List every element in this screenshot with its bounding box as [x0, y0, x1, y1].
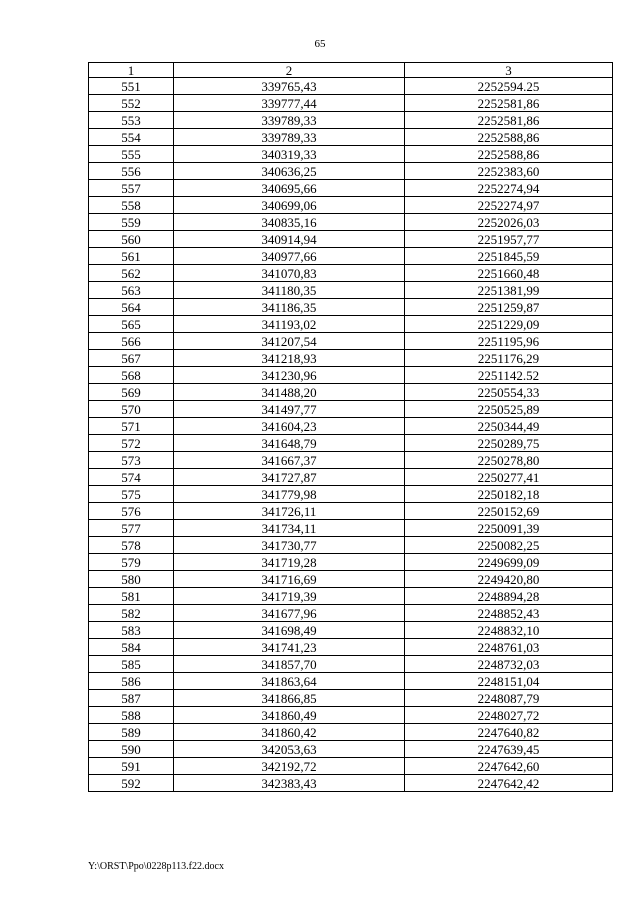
y-coordinate-cell: 2250344,49	[405, 418, 613, 435]
x-coordinate-cell: 341860,42	[174, 724, 405, 741]
table-row	[89, 180, 613, 197]
y-coordinate-cell: 2247640,82	[405, 724, 613, 741]
table-row	[89, 248, 613, 265]
y-coordinate-cell: 2250277,41	[405, 469, 613, 486]
point-number-cell: 574	[89, 469, 174, 486]
x-coordinate-cell: 341488,20	[174, 384, 405, 401]
table-row	[89, 724, 613, 741]
y-coordinate-cell: 2249699,09	[405, 554, 613, 571]
y-coordinate-cell: 2248761,03	[405, 639, 613, 656]
table-row	[89, 197, 613, 214]
table-row	[89, 78, 613, 95]
point-number-cell: 577	[89, 520, 174, 537]
table-row	[89, 282, 613, 299]
x-coordinate-cell: 341716,69	[174, 571, 405, 588]
y-coordinate-cell: 2250182,18	[405, 486, 613, 503]
point-number-cell: 554	[89, 129, 174, 146]
x-coordinate-cell: 341648,79	[174, 435, 405, 452]
x-coordinate-cell: 341667,37	[174, 452, 405, 469]
x-coordinate-cell: 341863,64	[174, 673, 405, 690]
y-coordinate-cell: 2248027,72	[405, 707, 613, 724]
point-number-cell: 572	[89, 435, 174, 452]
point-number-cell: 583	[89, 622, 174, 639]
y-coordinate-cell: 2248852,43	[405, 605, 613, 622]
point-number-cell: 556	[89, 163, 174, 180]
point-number-cell: 557	[89, 180, 174, 197]
table-row	[89, 486, 613, 503]
y-coordinate-cell: 2251957,77	[405, 231, 613, 248]
column-header-2: 2	[174, 63, 405, 78]
point-number-cell: 570	[89, 401, 174, 418]
point-number-cell: 580	[89, 571, 174, 588]
column-header-3: 3	[405, 63, 613, 78]
x-coordinate-cell: 341070,83	[174, 265, 405, 282]
point-number-cell: 586	[89, 673, 174, 690]
y-coordinate-cell: 2247639,45	[405, 741, 613, 758]
point-number-cell: 589	[89, 724, 174, 741]
point-number-cell: 558	[89, 197, 174, 214]
x-coordinate-cell: 341726,11	[174, 503, 405, 520]
y-coordinate-cell: 2250278,80	[405, 452, 613, 469]
table-row	[89, 333, 613, 350]
table-row	[89, 758, 613, 775]
column-header-1: 1	[89, 63, 174, 78]
x-coordinate-cell: 341719,28	[174, 554, 405, 571]
table-row	[89, 656, 613, 673]
page-number: 65	[314, 38, 326, 50]
x-coordinate-cell: 341677,96	[174, 605, 405, 622]
table-row	[89, 350, 613, 367]
y-coordinate-cell: 2252026,03	[405, 214, 613, 231]
x-coordinate-cell: 341207,54	[174, 333, 405, 350]
table-row	[89, 146, 613, 163]
x-coordinate-cell: 340977,66	[174, 248, 405, 265]
y-coordinate-cell: 2248832,10	[405, 622, 613, 639]
table-header	[89, 63, 613, 78]
table-row	[89, 163, 613, 180]
y-coordinate-cell: 2250091,39	[405, 520, 613, 537]
point-number-cell: 553	[89, 112, 174, 129]
x-coordinate-cell: 341779,98	[174, 486, 405, 503]
x-coordinate-cell: 341719,39	[174, 588, 405, 605]
table-row	[89, 452, 613, 469]
y-coordinate-cell: 2251229,09	[405, 316, 613, 333]
table-row	[89, 401, 613, 418]
point-number-cell: 551	[89, 78, 174, 95]
table-row	[89, 384, 613, 401]
y-coordinate-cell: 2252383,60	[405, 163, 613, 180]
x-coordinate-cell: 341604,23	[174, 418, 405, 435]
table-row	[89, 367, 613, 384]
x-coordinate-cell: 342192,72	[174, 758, 405, 775]
point-number-cell: 552	[89, 95, 174, 112]
point-number-cell: 578	[89, 537, 174, 554]
table-row	[89, 690, 613, 707]
point-number-cell: 568	[89, 367, 174, 384]
x-coordinate-cell: 339789,33	[174, 129, 405, 146]
point-number-cell: 590	[89, 741, 174, 758]
table-row	[89, 639, 613, 656]
point-number-cell: 575	[89, 486, 174, 503]
point-number-cell: 566	[89, 333, 174, 350]
table-row	[89, 571, 613, 588]
document-file-path: Y:\ORST\Ppo\0228p113.f22.docx	[88, 861, 224, 872]
x-coordinate-cell: 341218,93	[174, 350, 405, 367]
table-row	[89, 265, 613, 282]
point-number-cell: 591	[89, 758, 174, 775]
x-coordinate-cell: 341860,49	[174, 707, 405, 724]
y-coordinate-cell: 2248151,04	[405, 673, 613, 690]
x-coordinate-cell: 339765,43	[174, 78, 405, 95]
table-row	[89, 129, 613, 146]
y-coordinate-cell: 2251845,59	[405, 248, 613, 265]
y-coordinate-cell: 2251142.52	[405, 367, 613, 384]
point-number-cell: 560	[89, 231, 174, 248]
table-row	[89, 95, 613, 112]
point-number-cell: 581	[89, 588, 174, 605]
y-coordinate-cell: 2250525,89	[405, 401, 613, 418]
y-coordinate-cell: 2247642,42	[405, 775, 613, 792]
x-coordinate-cell: 341727,87	[174, 469, 405, 486]
y-coordinate-cell: 2251259,87	[405, 299, 613, 316]
y-coordinate-cell: 2252588,86	[405, 146, 613, 163]
table-row	[89, 775, 613, 792]
table-row	[89, 554, 613, 571]
y-coordinate-cell: 2252581,86	[405, 112, 613, 129]
y-coordinate-cell: 2249420,80	[405, 571, 613, 588]
y-coordinate-cell: 2248732,03	[405, 656, 613, 673]
point-number-cell: 576	[89, 503, 174, 520]
y-coordinate-cell: 2248894,28	[405, 588, 613, 605]
table-row	[89, 605, 613, 622]
y-coordinate-cell: 2252274,97	[405, 197, 613, 214]
table-row	[89, 231, 613, 248]
y-coordinate-cell: 2248087,79	[405, 690, 613, 707]
x-coordinate-cell: 341230,96	[174, 367, 405, 384]
x-coordinate-cell: 340319,33	[174, 146, 405, 163]
table-row	[89, 418, 613, 435]
x-coordinate-cell: 341857,70	[174, 656, 405, 673]
point-number-cell: 585	[89, 656, 174, 673]
y-coordinate-cell: 2250152,69	[405, 503, 613, 520]
x-coordinate-cell: 341741,23	[174, 639, 405, 656]
y-coordinate-cell: 2251176,29	[405, 350, 613, 367]
table-row	[89, 112, 613, 129]
point-number-cell: 582	[89, 605, 174, 622]
y-coordinate-cell: 2252581,86	[405, 95, 613, 112]
x-coordinate-cell: 341730,77	[174, 537, 405, 554]
y-coordinate-cell: 2247642,60	[405, 758, 613, 775]
x-coordinate-cell: 341734,11	[174, 520, 405, 537]
x-coordinate-cell: 341698,49	[174, 622, 405, 639]
y-coordinate-cell: 2252274,94	[405, 180, 613, 197]
y-coordinate-cell: 2250554,33	[405, 384, 613, 401]
point-number-cell: 565	[89, 316, 174, 333]
x-coordinate-cell: 340695,66	[174, 180, 405, 197]
table-row	[89, 741, 613, 758]
table-row	[89, 316, 613, 333]
x-coordinate-cell: 341180,35	[174, 282, 405, 299]
point-number-cell: 562	[89, 265, 174, 282]
table-row	[89, 435, 613, 452]
point-number-cell: 588	[89, 707, 174, 724]
point-number-cell: 592	[89, 775, 174, 792]
point-number-cell: 559	[89, 214, 174, 231]
table-row	[89, 469, 613, 486]
y-coordinate-cell: 2250082,25	[405, 537, 613, 554]
table-row	[89, 622, 613, 639]
table-row	[89, 520, 613, 537]
table-row	[89, 707, 613, 724]
coordinates-table	[88, 62, 613, 792]
y-coordinate-cell: 2250289,75	[405, 435, 613, 452]
x-coordinate-cell: 342053,63	[174, 741, 405, 758]
point-number-cell: 563	[89, 282, 174, 299]
point-number-cell: 561	[89, 248, 174, 265]
table-body	[89, 78, 613, 792]
x-coordinate-cell: 341193,02	[174, 316, 405, 333]
x-coordinate-cell: 341186,35	[174, 299, 405, 316]
y-coordinate-cell: 2251660,48	[405, 265, 613, 282]
y-coordinate-cell: 2252594.25	[405, 78, 613, 95]
point-number-cell: 579	[89, 554, 174, 571]
x-coordinate-cell: 342383,43	[174, 775, 405, 792]
x-coordinate-cell: 340914,94	[174, 231, 405, 248]
table-row	[89, 537, 613, 554]
x-coordinate-cell: 340636,25	[174, 163, 405, 180]
point-number-cell: 569	[89, 384, 174, 401]
point-number-cell: 587	[89, 690, 174, 707]
header-row	[89, 63, 613, 78]
table-row	[89, 299, 613, 316]
table-row	[89, 588, 613, 605]
x-coordinate-cell: 340699,06	[174, 197, 405, 214]
table-row	[89, 673, 613, 690]
x-coordinate-cell: 339789,33	[174, 112, 405, 129]
point-number-cell: 564	[89, 299, 174, 316]
y-coordinate-cell: 2252588,86	[405, 129, 613, 146]
x-coordinate-cell: 341497,77	[174, 401, 405, 418]
point-number-cell: 567	[89, 350, 174, 367]
y-coordinate-cell: 2251195,96	[405, 333, 613, 350]
table-row	[89, 214, 613, 231]
point-number-cell: 584	[89, 639, 174, 656]
table-row	[89, 503, 613, 520]
x-coordinate-cell: 339777,44	[174, 95, 405, 112]
point-number-cell: 573	[89, 452, 174, 469]
point-number-cell: 571	[89, 418, 174, 435]
x-coordinate-cell: 341866,85	[174, 690, 405, 707]
y-coordinate-cell: 2251381,99	[405, 282, 613, 299]
point-number-cell: 555	[89, 146, 174, 163]
x-coordinate-cell: 340835,16	[174, 214, 405, 231]
